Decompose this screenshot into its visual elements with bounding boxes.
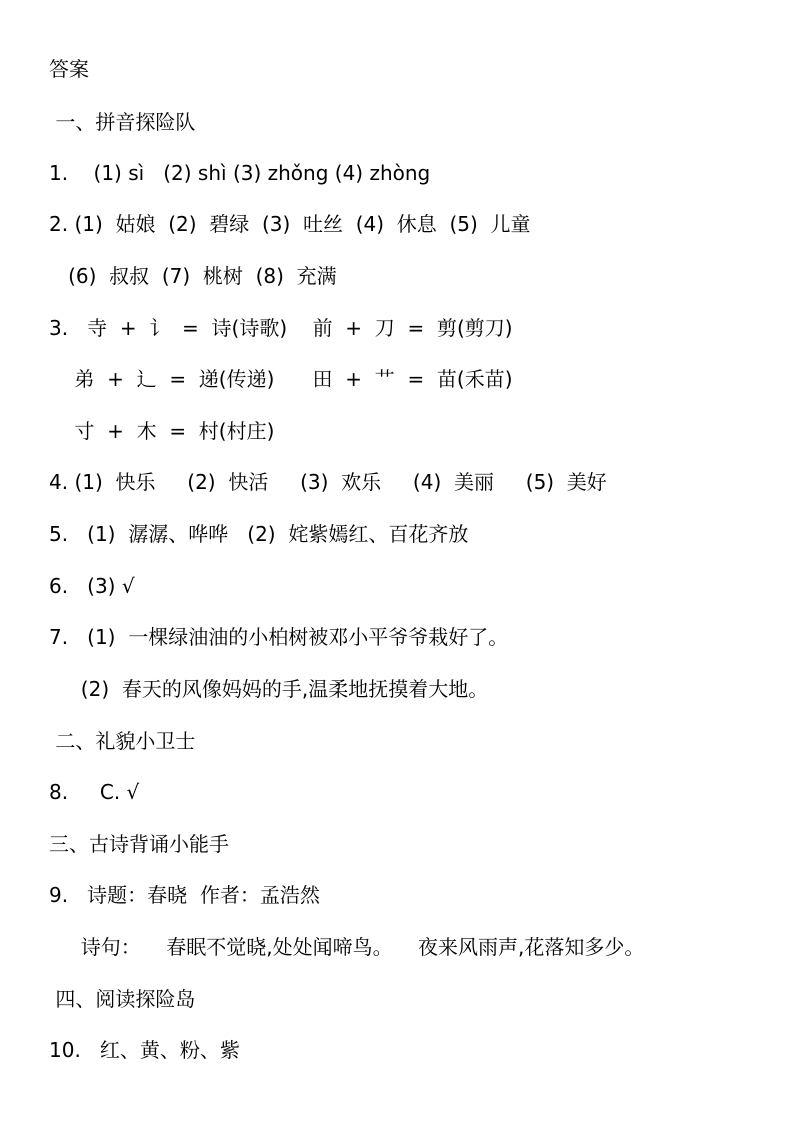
section-heading-3: 三、古诗背诵小能手 xyxy=(49,832,229,856)
answer-line-q3b: 弟 + 辶 = 递(传递) 田 + 艹 = 苗(禾苗) xyxy=(49,367,513,391)
answer-line-q7b: (2) 春天的风像妈妈的手,温柔地抚摸着大地。 xyxy=(49,677,489,701)
answer-line-q7a: 7. (1) 一棵绿油油的小柏树被邓小平爷爷栽好了。 xyxy=(49,625,509,649)
answer-line-q6: 6. (3) √ xyxy=(49,574,135,598)
section-heading-1: 一、拼音探险队 xyxy=(49,110,196,134)
answer-line-q1: 1. (1) sì (2) shì (3) zhǒng (4) zhòng xyxy=(49,161,431,185)
answer-line-q2b: (6) 叔叔 (7) 桃树 (8) 充满 xyxy=(49,264,337,288)
answer-line-q2a: 2. (1) 姑娘 (2) 碧绿 (3) 吐丝 (4) 休息 (5) 儿童 xyxy=(49,212,531,236)
answer-line-q3c: 寸 + 木 = 村(村庄) xyxy=(49,419,275,443)
answer-line-q9a: 9. 诗题：春晓 作者：孟浩然 xyxy=(49,883,320,907)
answer-line-q9b: 诗句： 春眠不觉晓,处处闻啼鸟。 夜来风雨声,花落知多少。 xyxy=(49,935,645,959)
answer-line-q3a: 3. 寺 + 讠 = 诗(诗歌) 前 + 刀 = 剪(剪刀) xyxy=(49,316,513,340)
page-title: 答案 xyxy=(49,57,89,81)
answer-line-q10: 10. 红、黄、粉、紫 xyxy=(49,1038,240,1062)
section-heading-4: 四、阅读探险岛 xyxy=(49,987,196,1011)
answer-line-q4: 4. (1) 快乐 (2) 快活 (3) 欢乐 (4) 美丽 (5) 美好 xyxy=(49,470,607,494)
section-heading-2: 二、礼貌小卫士 xyxy=(49,729,196,753)
answer-line-q8: 8. C. √ xyxy=(49,780,140,804)
answer-line-q5: 5. (1) 潺潺、哗哗 (2) 姹紫嫣红、百花齐放 xyxy=(49,522,469,546)
